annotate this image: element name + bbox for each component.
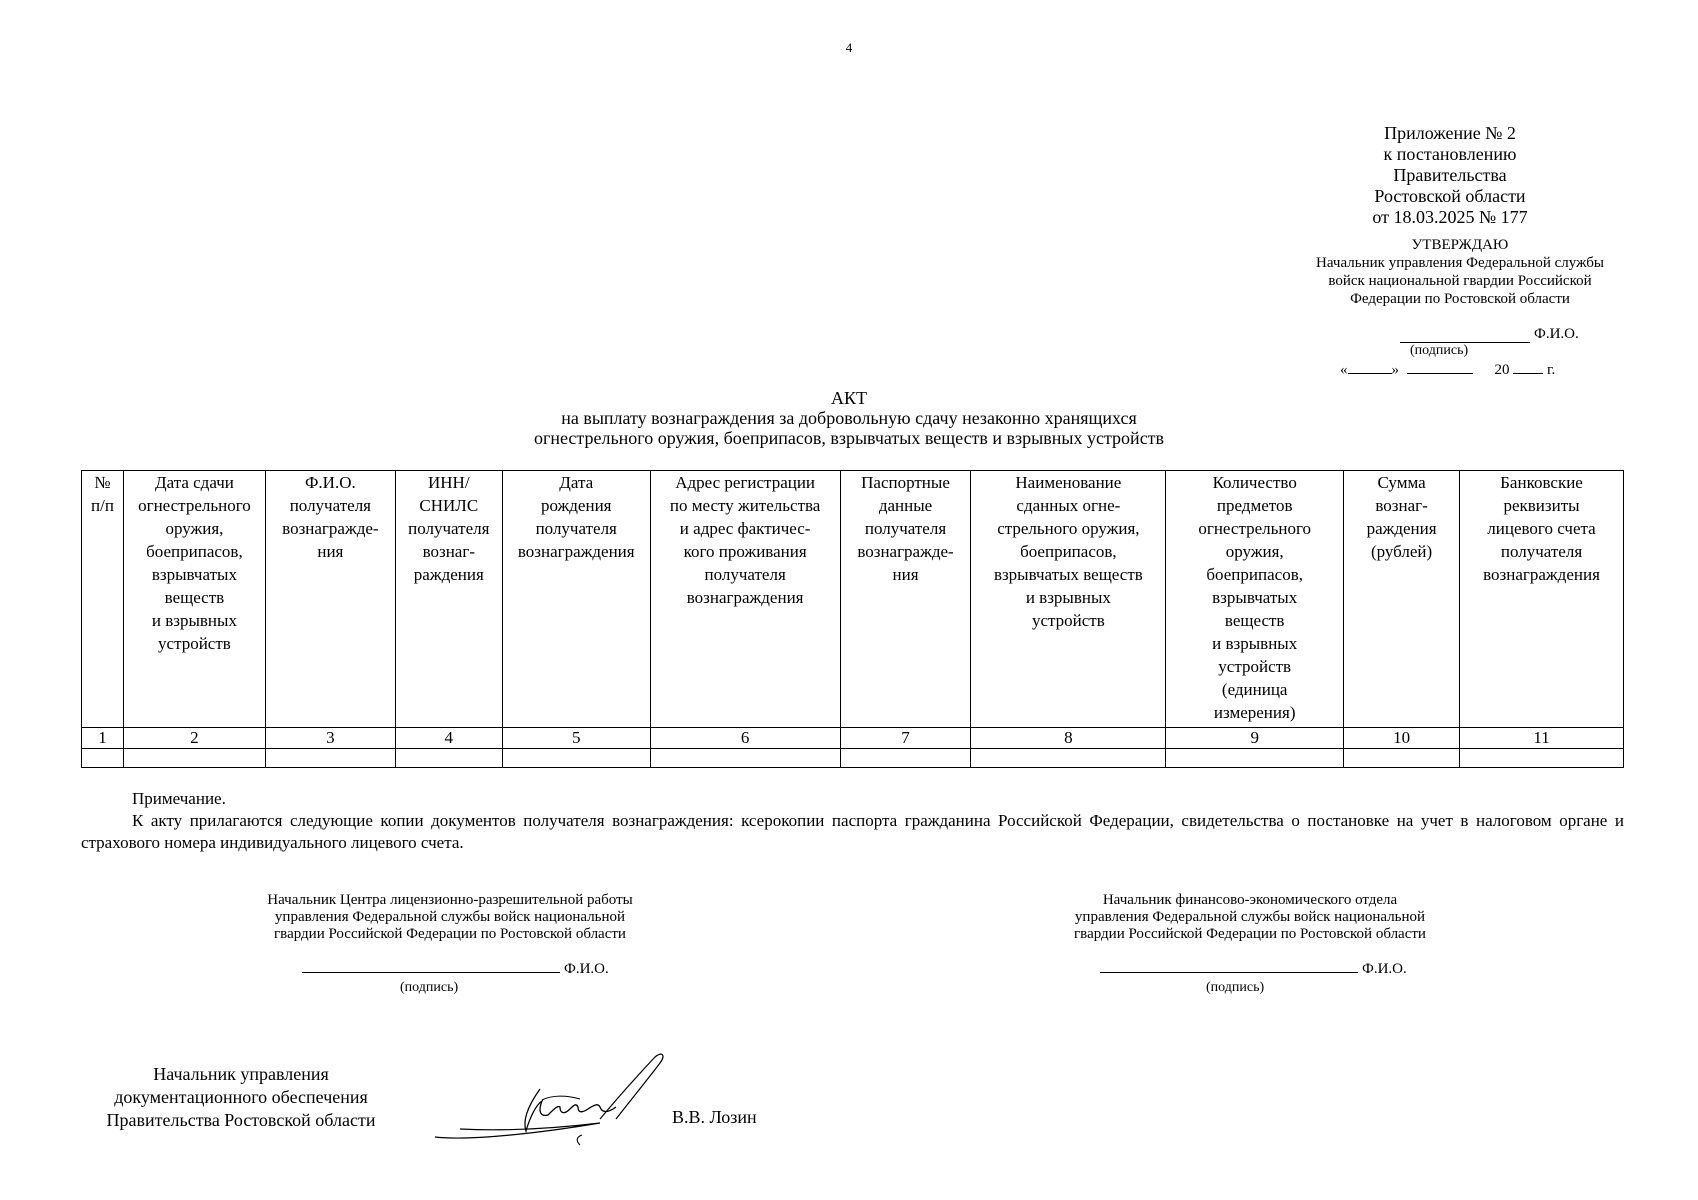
header-line: устройств [1031, 611, 1105, 630]
header-line: ния [892, 565, 919, 584]
header-line: сданных огне- [1016, 496, 1121, 515]
year-prefix: 20 [1494, 362, 1510, 378]
column-number-cell: 2 [123, 728, 265, 749]
header-line: рождения [540, 496, 612, 515]
signature-right-line [1100, 958, 1407, 978]
approve-line: Начальник управления Федеральной службы [1316, 255, 1604, 271]
header-line: реквизиты [1503, 496, 1580, 515]
header-line: ИНН/ [428, 473, 470, 492]
signature-block-right [1000, 892, 1500, 943]
signature-caption: (подпись) [1206, 980, 1265, 995]
act-table [81, 470, 1624, 768]
table-header-row [82, 471, 1624, 728]
header-line: веществ [1224, 611, 1285, 630]
header-line: вознаг- [422, 542, 475, 561]
header-line: огнестрельного [138, 496, 251, 515]
signature-caption: (подпись) [1410, 343, 1469, 358]
appendix-line: Приложение № 2 [1384, 123, 1516, 143]
page-number: 4 [845, 40, 853, 55]
table-header-cell [395, 471, 502, 728]
column-number-cell: 8 [971, 728, 1166, 749]
header-line: Дата сдачи [155, 473, 234, 492]
approve-line: войск национальной гвардии Российской [1328, 273, 1592, 289]
header-line: (рублей) [1370, 542, 1433, 561]
header-line: Ф.И.О. [304, 473, 356, 492]
header-line: данные [878, 496, 933, 515]
header-line: огнестрельного [1198, 519, 1312, 538]
table-header-cell [82, 471, 124, 728]
title-line: на выплату вознаграждения за добровольную сдачу незаконно хранящихся [561, 408, 1137, 428]
footer-line: Начальник управления [153, 1064, 329, 1084]
footer-line: документационного обеспечения [114, 1087, 368, 1107]
note-heading: Примечание. [132, 789, 226, 808]
header-line: Наименование [1015, 473, 1122, 492]
footer-signer-name: В.В. Лозин [672, 1107, 757, 1127]
header-line: боеприпасов, [1020, 542, 1117, 561]
table-header-cell [123, 471, 265, 728]
table-empty-cell[interactable] [1344, 749, 1460, 768]
month-blank [1407, 360, 1473, 374]
table-header-cell [650, 471, 840, 728]
column-number-cell: 7 [840, 728, 971, 749]
title-line: АКТ [831, 388, 867, 408]
year-suffix: г. [1547, 362, 1556, 378]
signature-left-line [302, 958, 609, 978]
signature-line [1400, 328, 1530, 343]
header-line: по месту жительства [669, 496, 821, 515]
table-header-cell [1166, 471, 1344, 728]
note-text: К акту прилагаются следующие копии документов получателя вознаграждения: ксерокопии паспорта гражданина Российской Федерации, свидетельства о постановке на учет в налоговом органе и страхового номера индивидуального лицевого счета. [81, 811, 1624, 852]
header-line: боеприпасов, [1206, 565, 1303, 584]
approve-date [1340, 360, 1640, 379]
note-block [81, 788, 1624, 854]
position-line: Начальник Центра лицензионно-разрешительной работы [267, 892, 633, 908]
approve-signature [1350, 323, 1650, 359]
header-line: измерения) [1213, 703, 1296, 722]
header-line: вознаграждения [517, 542, 635, 561]
header-line: кого проживания [683, 542, 807, 561]
header-line: п/п [91, 496, 114, 515]
footer-position [81, 1063, 401, 1132]
header-line: Адрес регистрации [675, 473, 816, 492]
header-line: вознаг- [1375, 496, 1428, 515]
header-line: Количество [1212, 473, 1297, 492]
header-line: Паспортные [861, 473, 950, 492]
table-empty-cell[interactable] [650, 749, 840, 768]
signature-scribble [430, 1045, 670, 1150]
header-line: оружия, [165, 519, 224, 538]
table-empty-cell[interactable] [82, 749, 124, 768]
header-line: получателя [1500, 542, 1583, 561]
table-empty-cell[interactable] [123, 749, 265, 768]
header-line: получателя [535, 519, 617, 538]
header-line: стрельного оружия, [997, 519, 1140, 538]
year-blank [1513, 360, 1543, 374]
table-number-row [82, 728, 1624, 749]
header-line: раждения [413, 565, 484, 584]
header-line: взрывчатых [1212, 588, 1298, 607]
appendix-line: Ростовской области [1374, 186, 1526, 206]
appendix-line: к постановлению [1383, 144, 1517, 164]
header-line: лицевого счета [1487, 519, 1596, 538]
header-line: получателя [704, 565, 786, 584]
header-line: устройств [158, 634, 231, 653]
header-line: (единица [1221, 680, 1288, 699]
header-line: взрывчатых [151, 565, 237, 584]
handwritten-signature [430, 1045, 670, 1155]
header-line: предметов [1216, 496, 1293, 515]
header-line: боеприпасов, [146, 542, 243, 561]
header-line: и адрес фактичес- [679, 519, 811, 538]
signature-line [1100, 958, 1358, 973]
position-line: управления Федеральной службы войск национальной [274, 909, 626, 925]
position-line: Начальник финансово-экономического отдела [1102, 892, 1398, 908]
appendix-block [1310, 123, 1590, 228]
table-empty-cell[interactable] [971, 749, 1166, 768]
footer-line: Правительства Ростовской области [106, 1110, 376, 1130]
column-number-cell: 4 [395, 728, 502, 749]
table-empty-cell[interactable] [265, 749, 395, 768]
day-blank [1348, 360, 1392, 374]
appendix-line: от 18.03.2025 № 177 [1372, 207, 1528, 227]
signature-line [302, 958, 560, 973]
table-empty-cell[interactable] [395, 749, 502, 768]
date-close-quote: » [1391, 362, 1399, 378]
column-number-cell: 6 [650, 728, 840, 749]
table-header-cell [971, 471, 1166, 728]
approve-heading: УТВЕРЖДАЮ [1411, 237, 1509, 253]
position-line: управления Федеральной службы войск национальной [1074, 909, 1426, 925]
title-line: огнестрельного оружия, боеприпасов, взрывчатых веществ и взрывных устройств [533, 428, 1165, 448]
approve-line: Федерации по Ростовской области [1350, 291, 1570, 307]
approve-block [1260, 236, 1660, 308]
position-line: гвардии Российской Федерации по Ростовской области [274, 926, 626, 942]
position-line: гвардии Российской Федерации по Ростовской области [1074, 926, 1426, 942]
header-line: и взрывных [1212, 634, 1298, 653]
header-line: получателя [864, 519, 947, 538]
table-header-cell [1344, 471, 1460, 728]
header-line: устройств [1218, 657, 1292, 676]
header-line: взрывчатых веществ [993, 565, 1143, 584]
header-line: вознагражде- [282, 519, 379, 538]
header-line: вознаграждения [686, 588, 804, 607]
column-number-cell: 3 [265, 728, 395, 749]
header-line: Дата [559, 473, 594, 492]
header-line: ния [317, 542, 344, 561]
approve-fio: Ф.И.О. [1534, 326, 1579, 342]
header-line: № [94, 473, 111, 492]
column-number-cell: 10 [1344, 728, 1460, 749]
fio-label: Ф.И.О. [564, 961, 609, 977]
table-empty-cell[interactable] [1460, 749, 1624, 768]
header-line: оружия, [1225, 542, 1284, 561]
signature-caption: (подпись) [400, 980, 459, 995]
column-number-cell: 1 [82, 728, 124, 749]
fio-label: Ф.И.О. [1362, 961, 1407, 977]
header-line: веществ [164, 588, 225, 607]
document-title [0, 388, 1698, 448]
header-line: и взрывных [151, 611, 237, 630]
date-open-quote: « [1340, 362, 1348, 378]
signature-block-left [200, 892, 700, 943]
table-header-cell [502, 471, 650, 728]
table-empty-row [82, 749, 1624, 768]
header-line: получателя [289, 496, 371, 515]
table-empty-cell[interactable] [840, 749, 971, 768]
table-empty-cell[interactable] [1166, 749, 1344, 768]
table-header-cell [265, 471, 395, 728]
column-number-cell: 9 [1166, 728, 1344, 749]
header-line: вознагражде- [857, 542, 954, 561]
appendix-line: Правительства [1393, 165, 1507, 185]
header-line: Банковские [1500, 473, 1583, 492]
header-line: Сумма [1377, 473, 1426, 492]
header-line: вознаграждения [1483, 565, 1600, 584]
header-line: и взрывных [1025, 588, 1111, 607]
header-line: СНИЛС [419, 496, 479, 515]
table-header-cell [1460, 471, 1624, 728]
header-line: получателя [408, 519, 490, 538]
table-empty-cell[interactable] [502, 749, 650, 768]
column-number-cell: 11 [1460, 728, 1624, 749]
column-number-cell: 5 [502, 728, 650, 749]
header-line: раждения [1366, 519, 1437, 538]
table-header-cell [840, 471, 971, 728]
